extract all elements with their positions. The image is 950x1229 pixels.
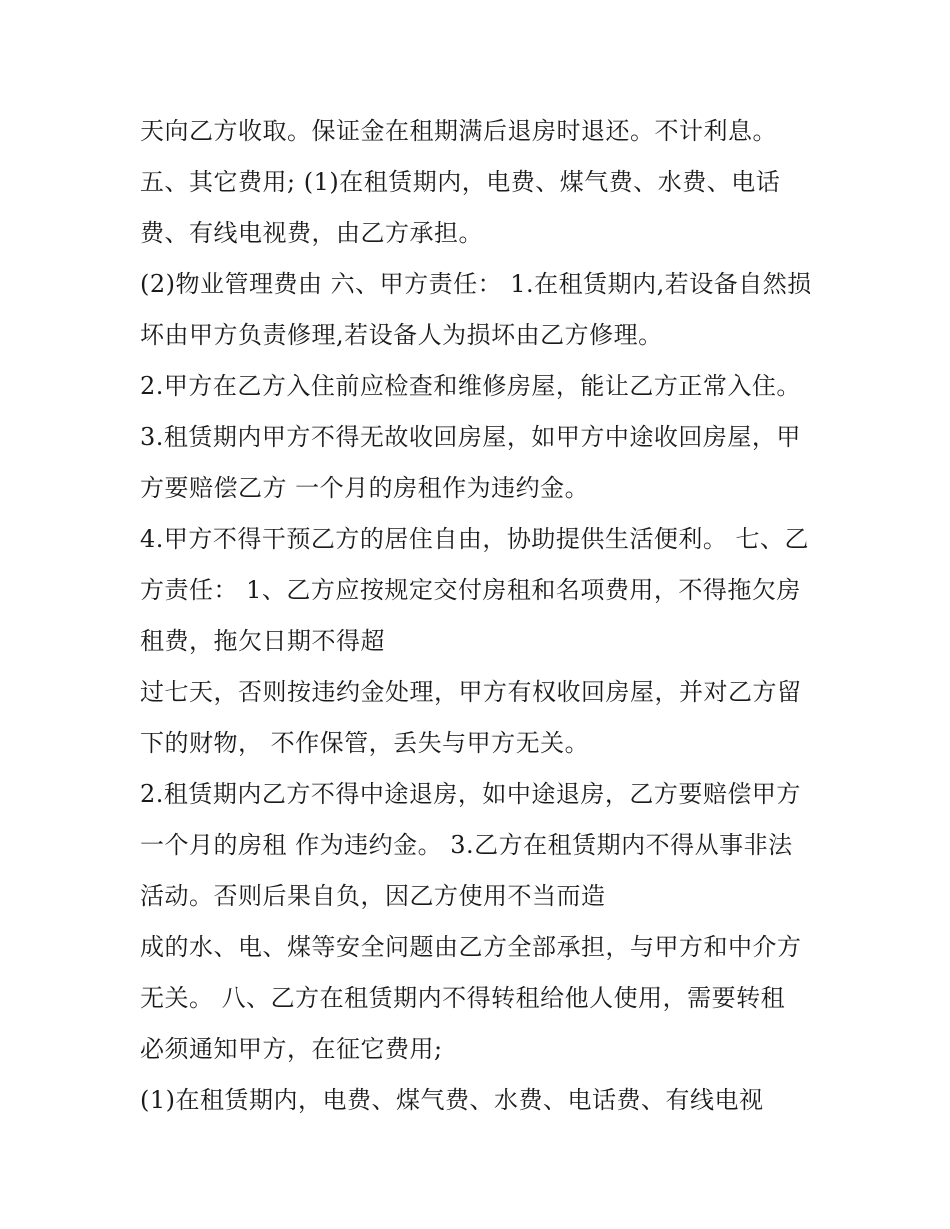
text-line: 活动。否则后果自负，因乙方使用不当而造 — [140, 882, 606, 910]
text-line: 成的水、电、煤等安全问题由乙方全部承担，与甲方和中介方 — [140, 933, 802, 961]
text-line: 费、有线电视费，由乙方承担。 — [140, 219, 483, 247]
text-line: 2.租赁期内乙方不得中途退房，如中途退房，乙方要赔偿甲方 — [140, 780, 801, 808]
text-line: 坏由甲方负责修理,若设备人为损坏由乙方修理。 — [140, 321, 663, 349]
text-line: 3.租赁期内甲方不得无故收回房屋，如甲方中途收回房屋，甲 — [140, 423, 801, 451]
text-line: 4.甲方不得干预乙方的居住自由，协助提供生活便利。 七、乙 — [140, 525, 810, 553]
text-line: 2.甲方在乙方入住前应检查和维修房屋，能让乙方正常入住。 — [140, 372, 801, 400]
text-line: 一个月的房租 作为违约金。 3.乙方在租赁期内不得从事非法 — [140, 831, 793, 859]
text-line: 无关。 八、乙方在租赁期内不得转租给他人使用，需要转租 — [140, 984, 786, 1012]
text-line: (1)在租赁期内，电费、煤气费、水费、电话费、有线电视 — [140, 1086, 764, 1114]
text-line: 方责任： 1、乙方应按规定交付房租和名项费用，不得拖欠房 — [140, 576, 801, 604]
text-line: 下的财物， 不作保管，丢失与甲方无关。 — [140, 729, 590, 757]
text-line: 租费，拖欠日期不得超 — [140, 627, 385, 655]
text-line: 方要赔偿乙方 一个月的房租作为违约金。 — [140, 474, 590, 502]
text-line: 天向乙方收取。保证金在租期满后退房时退还。不计利息。 — [140, 117, 777, 145]
text-line: (2)物业管理费由 六、甲方责任： 1.在租赁期内,若设备自然损 — [140, 270, 812, 298]
contract-body-text — [140, 106, 820, 1126]
text-line: 过七天，否则按违约金处理，甲方有权收回房屋，并对乙方留 — [140, 678, 802, 706]
text-line: 必须通知甲方，在征它费用; — [140, 1035, 443, 1063]
text-line: 五、其它费用; (1)在租赁期内，电费、煤气费、水费、电话 — [140, 168, 781, 196]
